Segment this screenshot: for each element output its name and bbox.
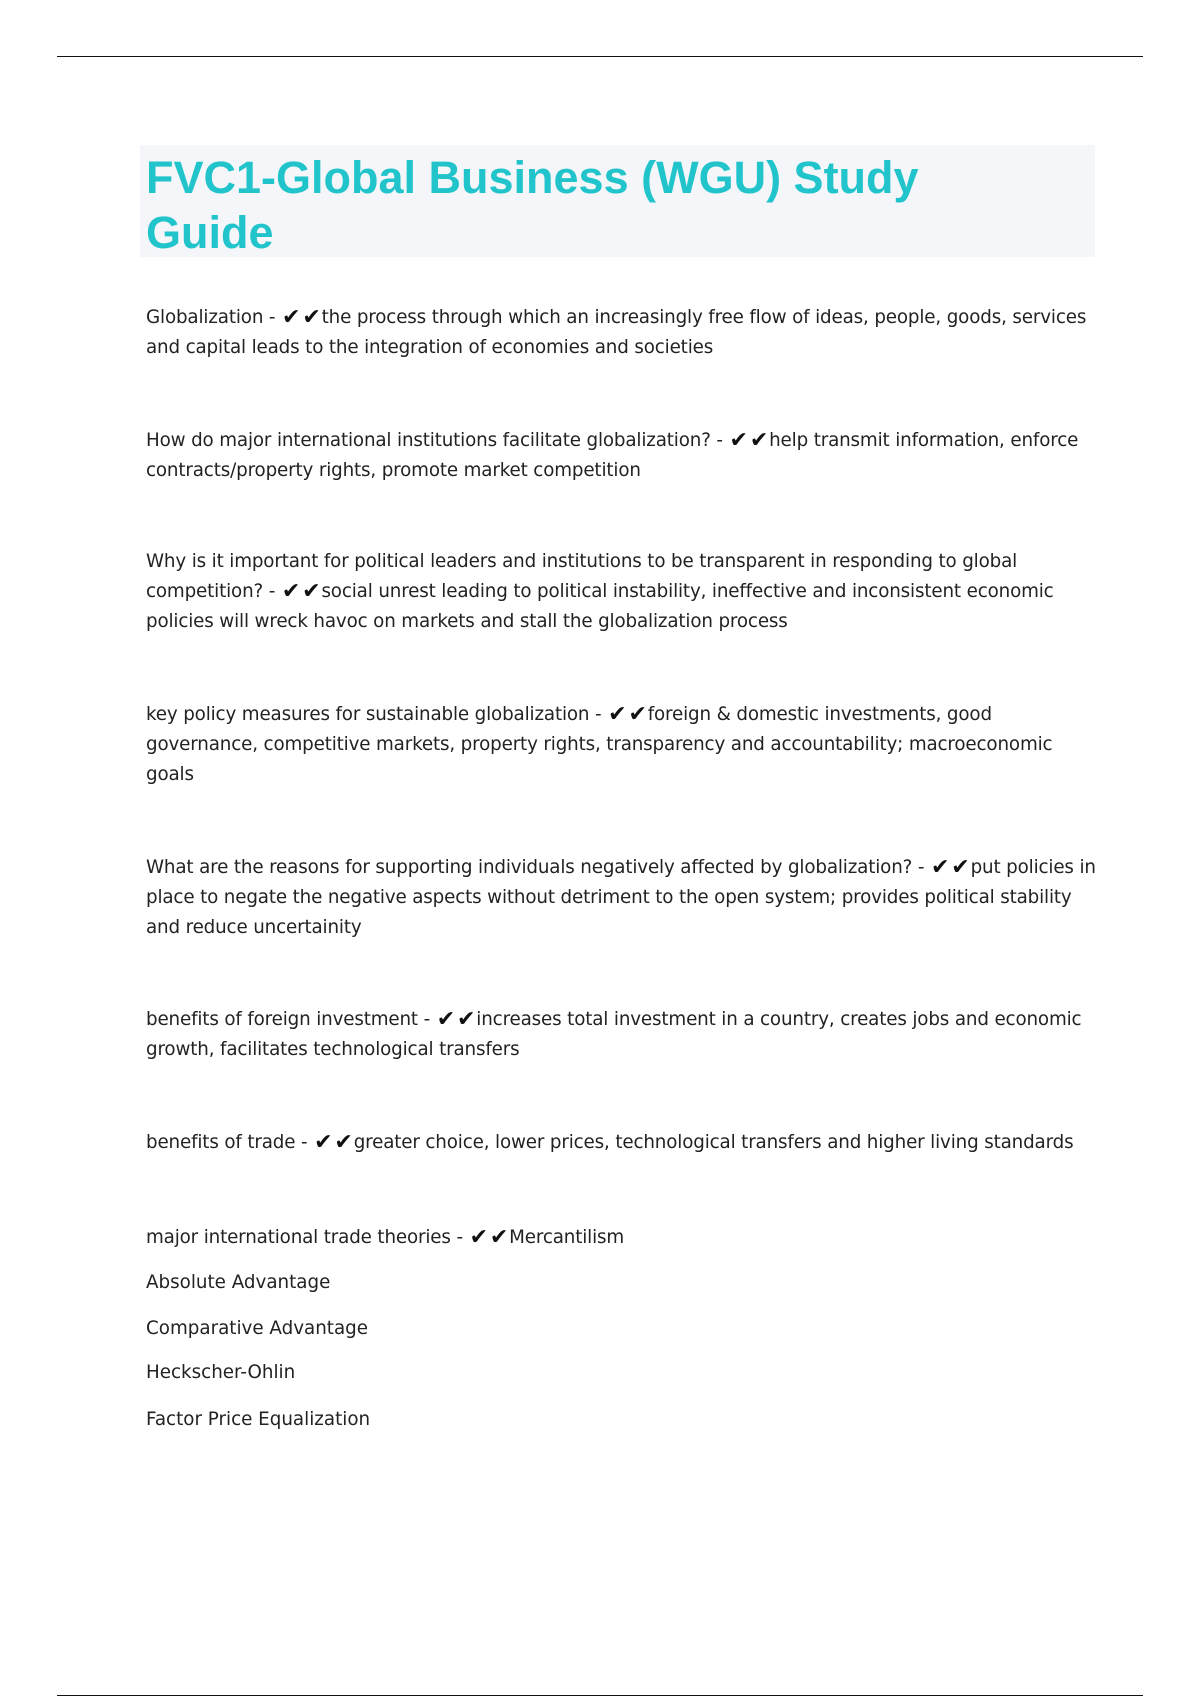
qa-entry — [146, 853, 1096, 943]
checkmark-icon: ✔ — [608, 702, 627, 727]
checkmark-icon: ✔ — [282, 305, 301, 330]
term: benefits of trade - — [146, 1132, 314, 1153]
checkmark-icon: ✔ — [457, 1007, 476, 1032]
qa-entry — [146, 426, 1096, 486]
checkmark-icon: ✔ — [628, 702, 647, 727]
term: benefits of foreign investment - — [146, 1009, 436, 1030]
trade-theory-item: Heckscher-Ohlin — [146, 1362, 296, 1383]
page-title: FVC1-Global Business (WGU) Study Guide — [146, 152, 919, 258]
definition: help transmit information, enforce contracts/property rights, promote market competition — [146, 430, 1079, 481]
checkmark-icon: ✔ — [951, 855, 970, 880]
qa-entry — [146, 1005, 1096, 1065]
term: major international trade theories - — [146, 1227, 469, 1248]
definition: the process through which an increasingly free flow of ideas, people, goods, services and capital leads to the integration of economies and societies — [146, 307, 1087, 358]
definition: greater choice, lower prices, technological transfers and higher living standards — [353, 1132, 1074, 1153]
qa-entry — [146, 303, 1096, 363]
checkmark-icon: ✔ — [469, 1225, 488, 1250]
term: What are the reasons for supporting individuals negatively affected by globalization? - — [146, 857, 930, 878]
qa-entry — [146, 1128, 1126, 1158]
qa-entry — [146, 700, 1096, 790]
checkmark-icon: ✔ — [749, 428, 769, 453]
checkmark-icon: ✔ — [302, 305, 321, 330]
definition: foreign & domestic investments, good governance, competitive markets, property rights, transparency and accountability; macroeconomic goals — [146, 704, 1053, 785]
checkmark-icon: ✔ — [436, 1007, 455, 1032]
checkmark-icon: ✔ — [302, 579, 321, 604]
qa-entry — [146, 1223, 1096, 1253]
definition: put policies in place to negate the negative aspects without detriment to the open system; provides political stability and reduce uncertainity — [146, 857, 1096, 938]
term: Globalization - — [146, 307, 282, 328]
checkmark-icon: ✔ — [729, 428, 748, 453]
checkmark-icon: ✔ — [281, 579, 301, 604]
trade-theory-item: Factor Price Equalization — [146, 1409, 371, 1430]
checkmark-icon: ✔ — [930, 855, 950, 880]
checkmark-icon: ✔ — [334, 1130, 353, 1155]
term: How do major international institutions facilitate globalization? - — [146, 430, 729, 451]
definition: Mercantilism — [509, 1227, 625, 1248]
term: Why is it important for political leaders and institutions to be transparent in responding to global competition? - — [146, 551, 1018, 602]
definition: social unrest leading to political instability, ineffective and inconsistent economic policies will wreck havoc on markets and stall the globalization process — [146, 581, 1054, 632]
trade-theory-item: Absolute Advantage — [146, 1272, 331, 1293]
term: key policy measures for sustainable globalization - — [146, 704, 608, 725]
trade-theory-item: Comparative Advantage — [146, 1318, 369, 1339]
qa-entry — [146, 547, 1096, 637]
bottom-rule — [57, 1695, 1143, 1696]
checkmark-icon: ✔ — [489, 1225, 509, 1250]
definition: increases total investment in a country, creates jobs and economic growth, facilitates technological transfers — [146, 1009, 1082, 1060]
checkmark-icon: ✔ — [314, 1130, 333, 1155]
top-rule — [57, 56, 1143, 57]
